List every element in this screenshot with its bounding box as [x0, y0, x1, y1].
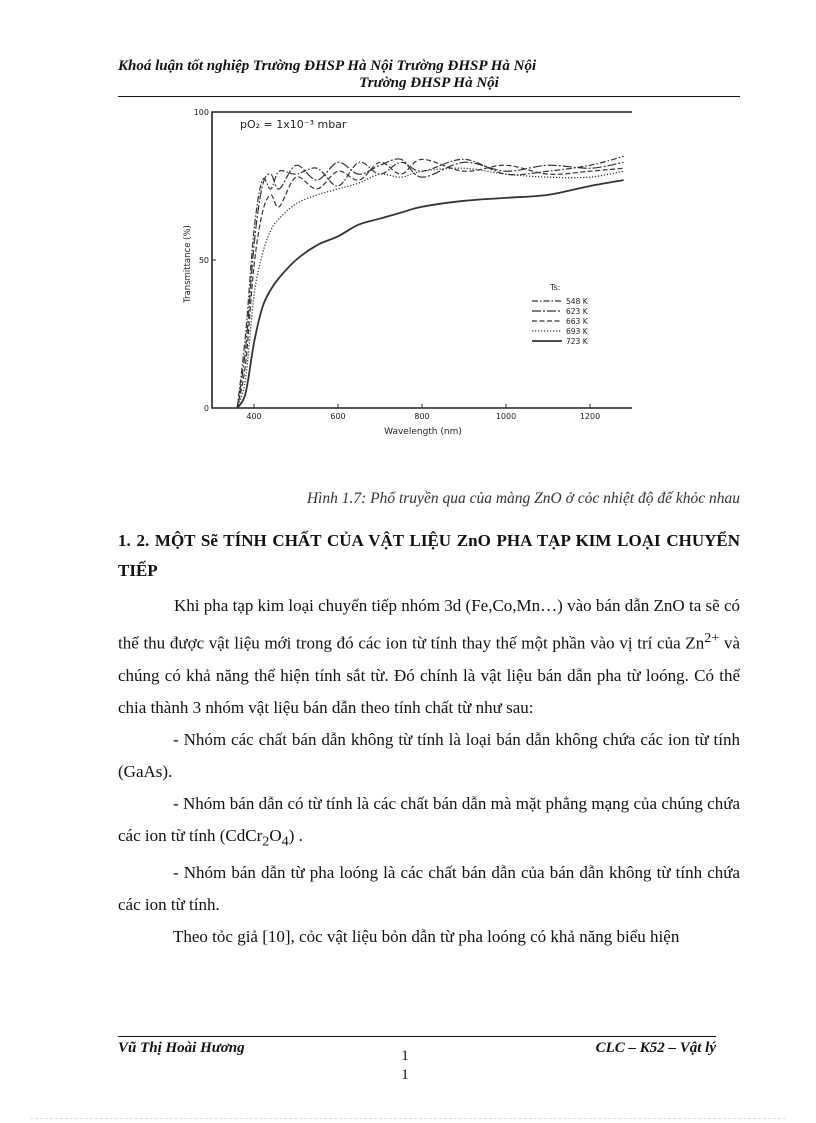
series-line-663k: [237, 159, 623, 408]
paragraph-intro-text-2: và chúng có khả năng thể hiện tính sắt từ. Đó chính là vật liệu bán dẫn pha từ loóng. Có thể chia thành 3 nhóm vật liệu bán dẫn theo tính chất từ như sau:: [118, 633, 740, 717]
pressure-annotation: pO₂ = 1x10⁻³ mbar: [240, 118, 347, 131]
footer-author: Vũ Thị Hoài Hương: [118, 1040, 245, 1056]
paragraph-intro-text-1: Khi pha tạp kim loại chuyển tiếp nhóm 3d (Fe,Co,Mn…) vào bán dẫn ZnO ta sẽ có thể thu được vật liệu mới trong đó các ion từ tính thay thế một phần vào vị trí của Zn: [118, 596, 740, 653]
y-axis-label: Transmittance (%): [183, 225, 193, 303]
subscript-cr: 2: [262, 833, 270, 850]
legend-entry: 623 K: [566, 307, 588, 316]
series-line-693k: [237, 168, 623, 408]
x-tick-label: 1200: [579, 412, 601, 421]
footer-rule: [118, 1036, 716, 1037]
series-layer: [237, 156, 623, 408]
x-tick-label: 600: [330, 412, 346, 421]
x-axis-label: Wavelength (nm): [384, 427, 462, 437]
y-tick-label: 50: [198, 256, 209, 265]
page-bottom-edge: [30, 1118, 786, 1119]
page-number-top: 1: [401, 1048, 409, 1064]
page-header: [118, 58, 740, 92]
legend-entry: 548 K: [566, 297, 588, 306]
bullet-magnetic-text: - Nhóm bán dẫn có từ tính là các chất bán dẫn mà mặt phẳng mạng của chúng chứa các ion từ tính (CdCr: [118, 793, 740, 845]
legend-entry: 663 K: [566, 317, 588, 326]
x-tick-label: 400: [246, 412, 262, 421]
page-number-bottom: 1: [401, 1067, 409, 1083]
bullet-non-magnetic: - Nhóm các chất bán dẫn không từ tính là loại bán dẫn không chứa các ion từ tính (GaAs).: [118, 729, 740, 781]
series-line-723k: [237, 180, 623, 408]
paragraph-intro: [118, 590, 740, 724]
y-tick-label: 100: [193, 108, 209, 117]
oxygen-symbol: O: [269, 825, 282, 845]
x-tick-label: 1000: [495, 412, 517, 421]
bullet-magnetic-end: ) .: [288, 825, 303, 845]
legend: [532, 283, 589, 346]
header-rule: [118, 96, 740, 97]
legend-title: Ts:: [550, 283, 561, 292]
transmittance-chart: [180, 104, 632, 442]
plot-frame: [212, 112, 632, 408]
header-line-2: Trường ĐHSP Hà Nội: [359, 75, 499, 91]
series-line-623k: [237, 159, 623, 408]
figure-caption: Hình 1.7: Phổ truyền qua của màng ZnO ở cỏc nhiệt độ đế khỏc nhau: [306, 490, 740, 507]
footer-class: CLC – K52 – Vật lý: [595, 1040, 716, 1056]
subscript-o: 4: [281, 833, 289, 850]
x-tick-label: 800: [414, 412, 430, 421]
y-tick-label: 0: [203, 404, 209, 413]
body-text: [118, 590, 740, 953]
section-heading: 1. 2. MỘT Sẽ TÍNH CHẤT CỦA VẬT LIỆU ZnO PHA TẠP KIM LOẠI CHUYỂN TIẾP: [118, 531, 740, 580]
bullet-magnetic: [118, 788, 740, 857]
paragraph-last: Theo tỏc giả [10], cỏc vật liệu bỏn dẫn từ pha loóng có khả năng biểu hiện: [173, 927, 680, 947]
series-line-548k: [237, 156, 623, 408]
superscript-charge: 2+: [704, 630, 720, 646]
header-line-1: Khoá luận tốt nghiệp Trường ĐHSP Hà Nội Trường ĐHSP Hà Nội: [118, 58, 537, 74]
bullet-diluted: - Nhóm bán dẫn từ pha loóng là các chất bán dẫn của bán dẫn không từ tính chứa các ion từ tính.: [118, 863, 740, 915]
legend-entry: 723 K: [566, 337, 588, 346]
plot-axes: [212, 112, 632, 408]
legend-entry: 693 K: [566, 327, 588, 336]
